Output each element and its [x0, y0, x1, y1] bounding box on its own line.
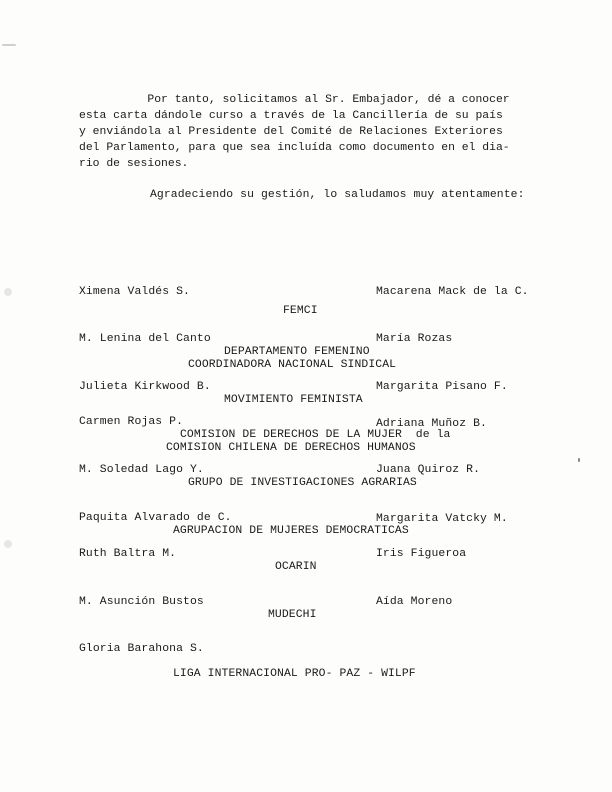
organization-name: FEMCI — [283, 305, 318, 317]
paragraph-line: rio de sesiones. — [79, 158, 189, 170]
paragraph-line: del Parlamento, para que sea incluída como documento en el dia- — [79, 142, 510, 154]
paragraph-line: esta carta dándole curso a través de la Cancillería de su país — [79, 110, 503, 122]
scan-mark — [4, 288, 12, 296]
organization-name: MUDECHI — [268, 609, 317, 621]
organization-name: GRUPO DE INVESTIGACIONES AGRARIAS — [188, 477, 417, 489]
organization-name: COMISION DE DERECHOS DE LA MUJER de la — [180, 429, 451, 441]
signatory-name: Iris Figueroa — [376, 548, 467, 560]
organization-name: DEPARTAMENTO FEMENINO — [224, 346, 370, 358]
signatory-name: Julieta Kirkwood B. — [79, 381, 211, 393]
scan-mark — [578, 458, 580, 462]
signatory-name: Carmen Rojas P. — [79, 416, 184, 428]
signatory-name: M. Soledad Lago Y. — [79, 464, 204, 476]
signatory-name: Gloria Barahona S. — [79, 643, 204, 655]
signatory-name: Juana Quiroz R. — [376, 464, 481, 476]
signatory-name: Ximena Valdés S. — [79, 286, 190, 298]
signatory-name: Ruth Baltra M. — [79, 548, 177, 560]
closing-line: Agradeciendo su gestión, lo saludamos muy atentamente: — [150, 189, 525, 201]
scan-mark — [4, 540, 12, 548]
organization-name: COORDINADORA NACIONAL SINDICAL — [188, 359, 397, 371]
signatory-name: María Rozas — [376, 333, 453, 345]
paragraph-line: y enviándola al Presidente del Comité de Relaciones Exteriores — [79, 126, 503, 138]
signatory-name: Margarita Vatcky M. — [376, 513, 508, 525]
signatory-name: Margarita Pisano F. — [376, 381, 508, 393]
organization-name: AGRUPACION DE MUJERES DEMOCRATICAS — [173, 525, 409, 537]
signatory-name: Aída Moreno — [376, 596, 453, 608]
letter-paragraph — [79, 92, 510, 172]
signatory-name: Adriana Muñoz B. — [376, 418, 487, 430]
scan-mark — [2, 44, 16, 46]
organization-name: OCARIN — [275, 561, 317, 573]
organization-name: COMISION CHILENA DE DERECHOS HUMANOS — [166, 442, 416, 454]
signatory-name: Paquita Alvarado de C. — [79, 512, 232, 524]
signatory-name: Macarena Mack de la C. — [376, 286, 529, 298]
organization-name: LIGA INTERNACIONAL PRO- PAZ - WILPF — [173, 668, 416, 680]
signatory-name: M. Asunción Bustos — [79, 596, 204, 608]
organization-name: MOVIMIENTO FEMINISTA — [224, 394, 363, 406]
paragraph-line: Por tanto, solicitamos al Sr. Embajador, dé a conocer — [79, 94, 510, 106]
signatory-name: M. Lenina del Canto — [79, 333, 211, 345]
